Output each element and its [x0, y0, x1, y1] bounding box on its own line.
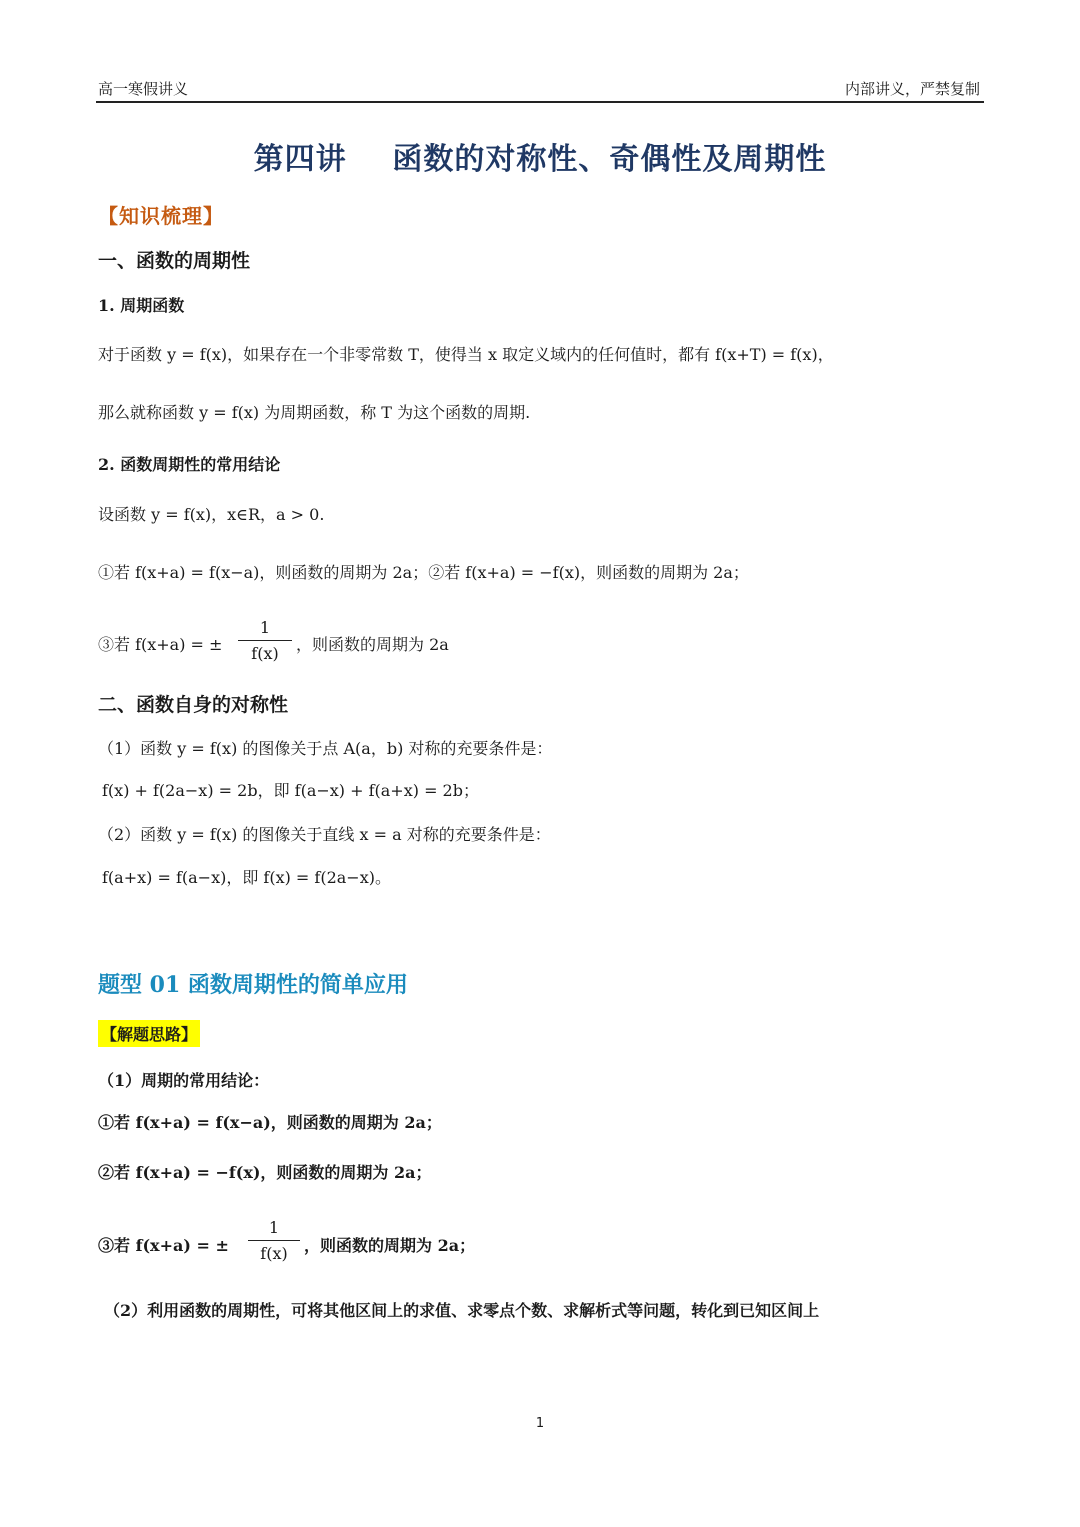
periodic-definition-line1: 对于函数 y = f(x)，如果存在一个非零常数 T，使得当 x 取定义域内的任何值时，都有 f(x+T) = f(x)，	[98, 345, 834, 364]
page-number: 1	[535, 1416, 545, 1431]
header-left-text: 高一寒假讲义	[98, 80, 189, 98]
tip-periodicity-usage: （2）利用函数的周期性，可将其他区间上的求值、求零点个数、求解析式等问题，转化到已知区间上	[104, 1301, 820, 1320]
periodic-conclusions-subheading: 2. 函数周期性的常用结论	[98, 455, 281, 474]
tip-conclusions-heading: （1）周期的常用结论：	[98, 1071, 270, 1090]
solving-tip-label: 【解题思路】	[98, 1020, 200, 1047]
tip-fraction-numerator: 1	[248, 1216, 300, 1241]
line-symmetry-condition: （2）函数 y = f(x) 的图像关于直线 x = a 对称的充要条件是：	[98, 825, 551, 844]
periodic-function-subheading: 1. 周期函数	[98, 296, 185, 315]
function-setup-line: 设函数 y = f(x)，x∈R，a > 0.	[98, 505, 325, 524]
lecture-title: 第四讲 函数的对称性、奇偶性及周期性	[253, 142, 827, 177]
tip-conclusion-3-suffix: ，则函数的周期为 2a；	[304, 1236, 476, 1255]
header-rule	[96, 101, 984, 103]
point-symmetry-formula: f(x) + f(2a−x) = 2b，即 f(a−x) + f(a+x) = 2b；	[102, 781, 479, 800]
reciprocal-fraction	[238, 616, 292, 667]
fraction-numerator: 1	[238, 616, 292, 641]
periodic-conclusions-1-2: ①若 f(x+a) = f(x−a)，则函数的周期为 2a；②若 f(x+a) = −f(x)，则函数的周期为 2a；	[98, 563, 749, 582]
tip-conclusion-3-prefix: ③若 f(x+a) = ±	[98, 1236, 229, 1255]
fraction-denominator: f(x)	[251, 644, 279, 663]
tip-fraction-denominator: f(x)	[260, 1244, 288, 1263]
knowledge-label: 【知识梳理】	[98, 204, 224, 228]
conclusion-3-suffix: ，则函数的周期为 2a	[296, 635, 449, 654]
tip-conclusion-1: ①若 f(x+a) = f(x−a)，则函数的周期为 2a；	[98, 1113, 442, 1132]
tip-reciprocal-fraction	[248, 1216, 300, 1267]
section-symmetry-heading: 二、函数自身的对称性	[98, 694, 289, 716]
periodic-definition-line2: 那么就称函数 y = f(x) 为周期函数，称 T 为这个函数的周期.	[98, 403, 531, 422]
type01-title: 题型 01 函数周期性的简单应用	[98, 972, 408, 998]
header-right-text: 内部讲义，严禁复制	[844, 80, 980, 98]
periodic-conclusion-3	[98, 616, 984, 672]
section-periodicity-heading: 一、函数的周期性	[98, 250, 251, 272]
point-symmetry-condition: （1）函数 y = f(x) 的图像关于点 A(a，b) 对称的充要条件是：	[98, 739, 553, 758]
line-symmetry-formula: f(a+x) = f(a−x)，即 f(x) = f(2a−x)。	[102, 868, 391, 887]
tip-conclusion-3	[98, 1216, 984, 1272]
tip-conclusion-2: ②若 f(x+a) = −f(x)，则函数的周期为 2a；	[98, 1163, 432, 1182]
conclusion-3-prefix: ③若 f(x+a) = ±	[98, 635, 223, 654]
solving-tip-label-row	[98, 1020, 984, 1047]
